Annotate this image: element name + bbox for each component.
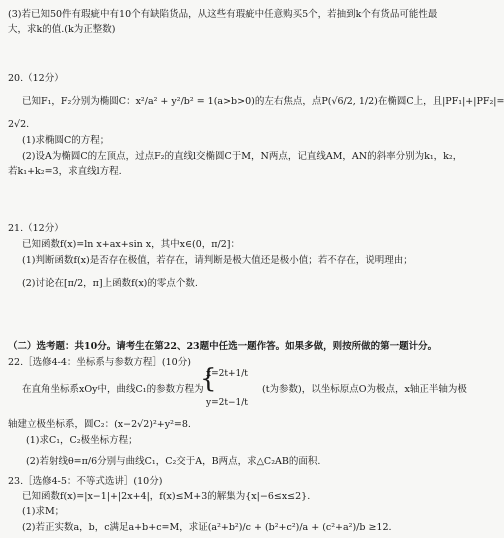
problem-20-q2-cont: 若k₁+k₂=3，求直线l方程. <box>8 166 122 177</box>
problem-22-q2: (2)若射线θ=π/6分别与曲线C₁，C₂交于A，B两点，求△C₂AB的面积. <box>26 456 321 467</box>
problem-20-header: 20.（12分） <box>8 73 64 84</box>
problem-22-statement-c: 轴建立极坐标系，圆C₂：(x−2√2)²+y²=8. <box>8 419 191 430</box>
problem-23-q2: (2)若正实数a，b，c满足a+b+c=M，求证(a²+b²)/c + (b²+c²)/a + (c²+a²)/b ≥12. <box>22 522 392 533</box>
problem-20-stmt-b: 的左右焦点，点P(√6/2, 1/2)在椭圆C上，且|PF₁|+|PF₂|= <box>254 96 504 107</box>
problem-19-part3-cont: 大，求k的值.(k为正整数) <box>8 24 116 35</box>
problem-20-statement <box>22 95 504 109</box>
problem-21-q2: (2)讨论在[π/2，π]上函数f(x)的零点个数. <box>22 278 198 289</box>
problem-23-q1: (1)求M； <box>22 506 65 517</box>
problem-20-q2: (2)设A为椭圆C的左顶点，过点F₂的直线l交椭圆C于M，N两点，记直线AM，AN的斜率分别为k₁，k₂， <box>22 151 463 162</box>
problem-22-statement-b: (t为参数)，以坐标原点O为极点，x轴正半轴为极 <box>262 384 467 395</box>
problem-20-q1: (1)求椭圆C的方程； <box>22 135 110 146</box>
param-eq-x: x=2t+1/t <box>206 369 248 379</box>
problem-21-statement: 已知函数f(x)=ln x+ax+sin x，其中x∈(0，π/2]： <box>22 239 240 250</box>
param-eq-y: y=2t−1/t <box>206 398 248 408</box>
problem-22-statement-a: 在直角坐标系xOy中，曲线C₁的参数方程为 <box>22 384 204 395</box>
system-brace: { <box>200 364 217 394</box>
problem-23-header: 23.［选修4-5：不等式选讲］(10分) <box>8 476 163 487</box>
problem-22-q1: (1)求C₁，C₂极坐标方程； <box>26 435 138 446</box>
problem-22-header: 22.［选修4-4：坐标系与参数方程］(10分) <box>8 357 191 368</box>
problem-21-q1: (1)判断函数f(x)是否存在极值，若存在，请判断是极大值还是极小值；若不存在，说明理由； <box>22 255 413 266</box>
ellipse-equation: x²/a² + y²/b² = 1(a>b>0) <box>135 96 255 107</box>
problem-23-statement: 已知函数f(x)=|x−1|+|2x+4|，f(x)≤M+3的解集为{x|−6≤x≤2}. <box>22 491 311 502</box>
elective-intro: （二）选考题：共10分。请考生在第22、23题中任选一题作答。如果多做，则按所做的第一题计分。 <box>8 341 438 352</box>
problem-21-header: 21.（12分） <box>8 223 64 234</box>
problem-19-part3: (3)若已知50件有瑕疵中有10个有缺陷货品，从这些有瑕疵中任意购买5个，若抽到k个有货品可能性最 <box>8 9 438 20</box>
problem-20-statement-cont: 2√2. <box>8 119 30 130</box>
problem-20-stmt-a: 已知F₁，F₂分别为椭圆C： <box>22 96 136 107</box>
